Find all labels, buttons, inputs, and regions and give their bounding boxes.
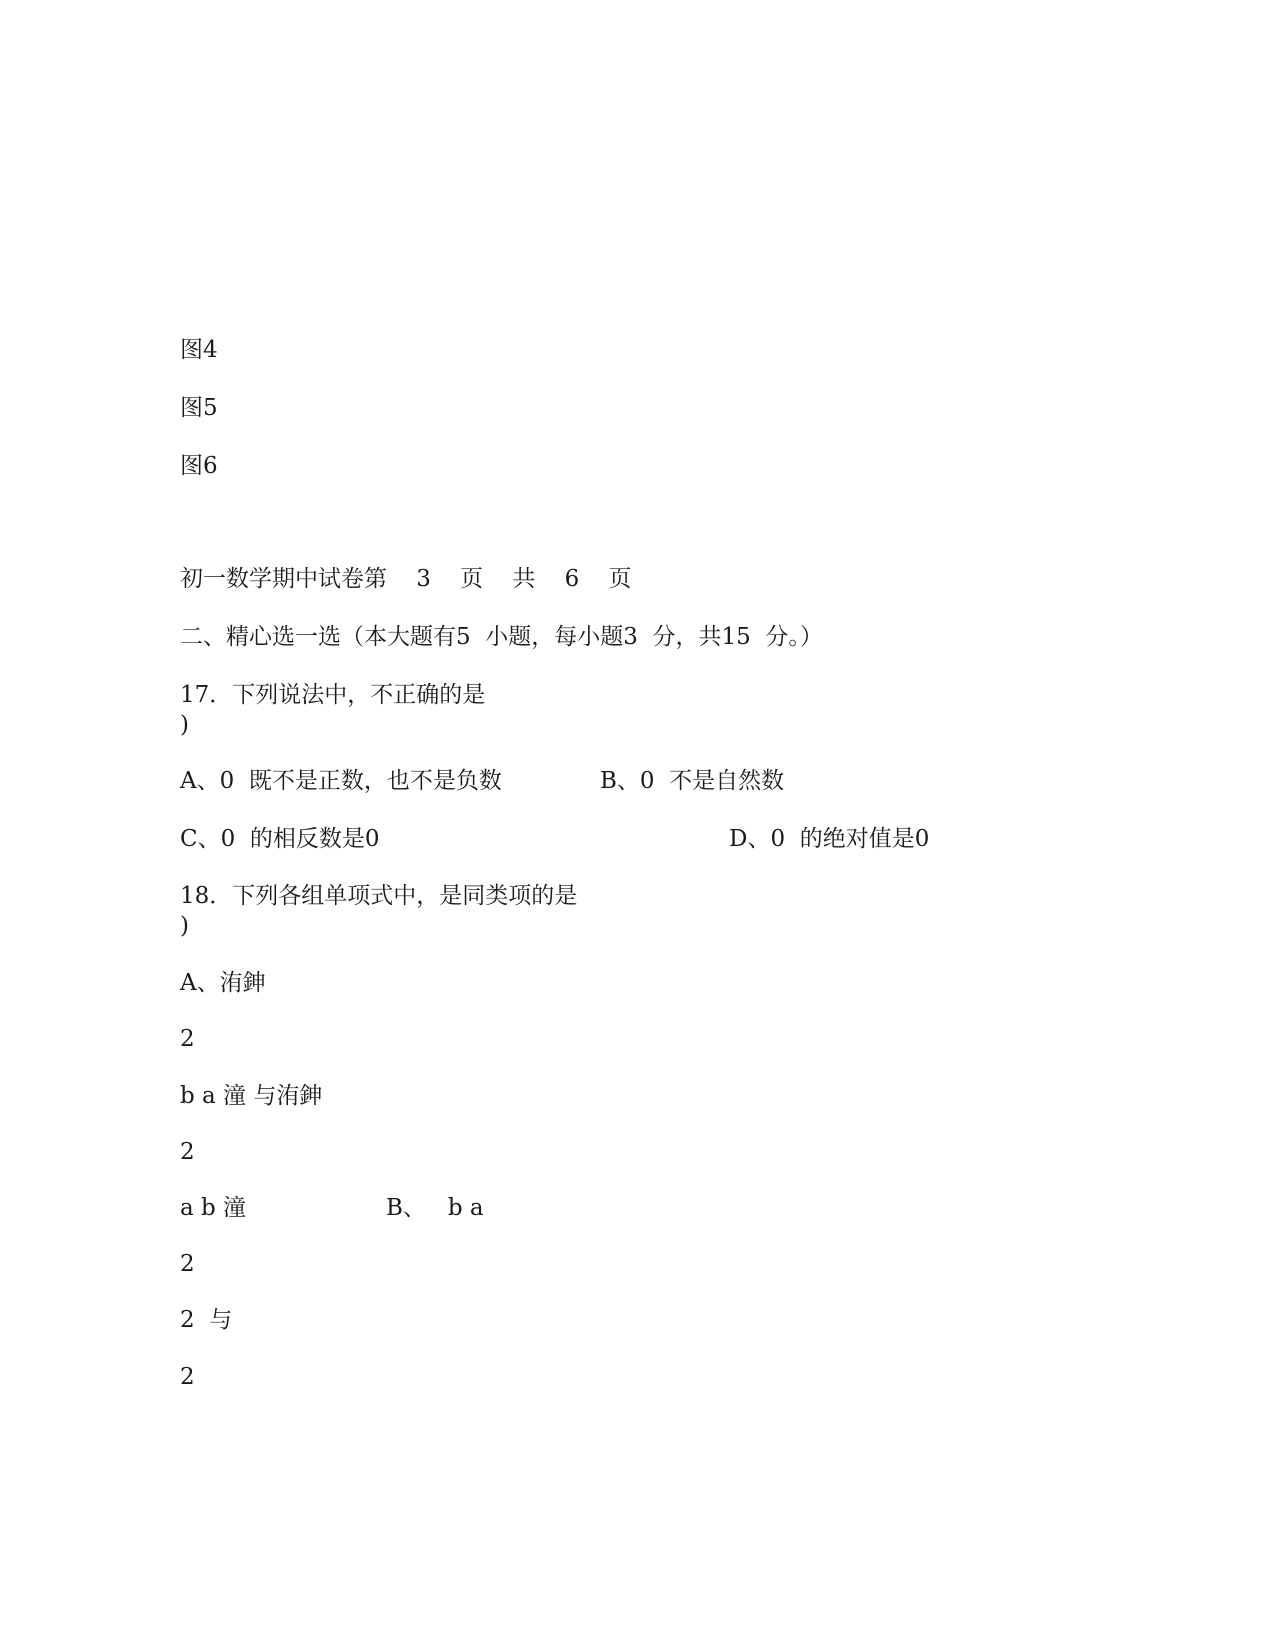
question-18-superscript: 2 [180, 1026, 195, 1052]
figure-label-4: 图4 [180, 337, 218, 363]
question-17-option-d: D、0 的绝对值是0 [729, 826, 930, 852]
question-17-paren: ) [180, 712, 189, 738]
figure-label-5: 图5 [180, 395, 218, 421]
question-18-fragment: a b 潼 [180, 1195, 247, 1221]
question-18-superscript: 2 [180, 1251, 195, 1277]
figure-label-6: 图6 [180, 453, 218, 479]
question-17-option-b: B、0 不是自然数 [600, 768, 785, 794]
question-18-option-b-start: B、 b a [386, 1195, 484, 1221]
question-18-superscript: 2 [180, 1139, 195, 1165]
question-17-stem: 17．下列说法中，不正确的是 [180, 682, 486, 708]
page-footer: 初一数学期中试卷第 3 页 共 6 页 [180, 566, 632, 592]
question-18-paren: ) [180, 913, 189, 939]
question-18-fragment: 2 与 [180, 1307, 233, 1333]
question-18-fragment: b a 潼 与洧鉮 [180, 1083, 323, 1109]
section-heading: 二、精心选一选（本大题有5 小题，每小题3 分，共15 分。） [180, 624, 823, 650]
question-18-option-a-start: A、洧鉮 [180, 970, 266, 996]
question-17-option-a: A、0 既不是正数，也不是负数 [180, 768, 502, 794]
question-17-option-c: C、0 的相反数是0 [180, 826, 380, 852]
question-18-superscript: 2 [180, 1364, 195, 1390]
question-18-stem: 18．下列各组单项式中，是同类项的是 [180, 883, 578, 909]
